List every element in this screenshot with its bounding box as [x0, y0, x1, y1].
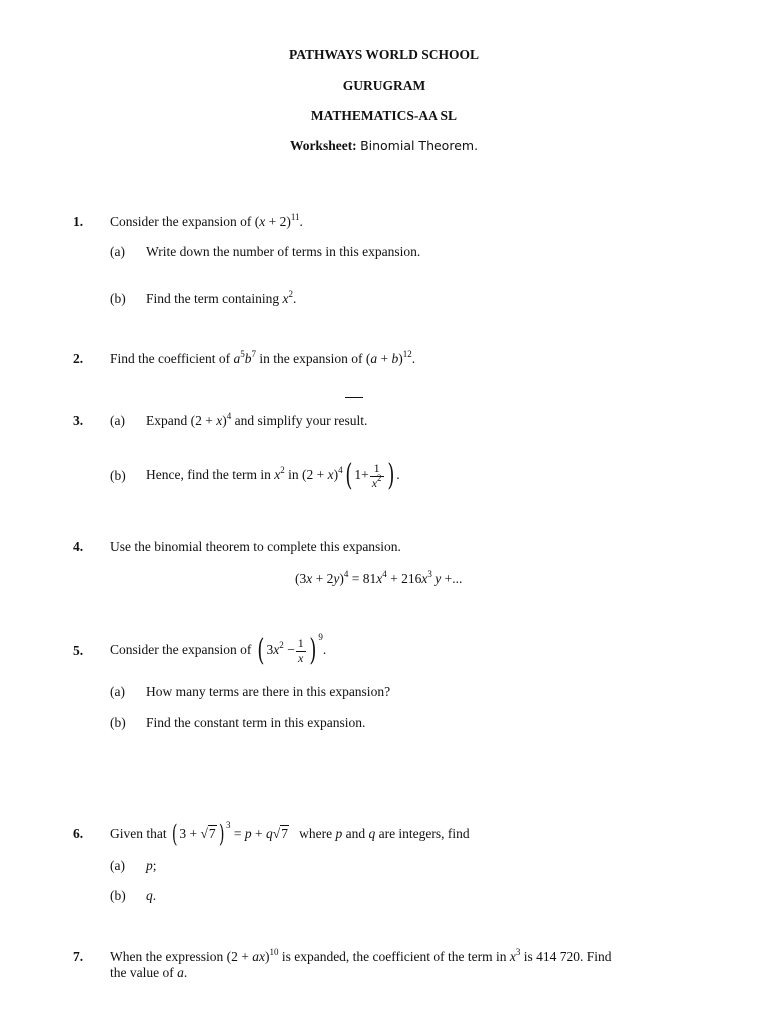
q3a-close: ) — [222, 413, 227, 428]
q5-text: Consider the expansion of — [110, 642, 252, 658]
q6b-var: q — [146, 888, 153, 903]
q1-stem-text: Consider the expansion of ( — [110, 214, 260, 229]
q6-part-b-text — [146, 888, 156, 904]
q3b-den-exp: 2 — [377, 472, 382, 483]
q1-part-a-label: (a) — [110, 244, 125, 259]
q3b-exp: 2 — [280, 465, 285, 476]
q6-q: q — [266, 825, 273, 841]
question-5-number: 5. — [73, 643, 84, 658]
q7-line2-end: . — [183, 965, 188, 980]
q3a-exp: 4 — [226, 411, 232, 421]
q6-part-a-label: (a) — [110, 858, 125, 873]
question-4-stem: Use the binomial theorem to complete this expansion. — [110, 539, 401, 554]
q5-num: 1 — [297, 636, 304, 651]
subject-title: MATHEMATICS-AA SL — [310, 108, 458, 123]
q6-eq: = — [230, 825, 245, 841]
q4-exp: 4 — [343, 569, 349, 579]
question-7-line-1 — [110, 949, 612, 965]
q6a-var: p — [146, 858, 153, 873]
q5-part-a-label: (a) — [110, 684, 125, 699]
worksheet-title — [0, 138, 768, 154]
q6-exp: 3 — [226, 819, 231, 830]
q5-outer-exp: 9 — [318, 632, 323, 643]
q7-exp2: 3 — [515, 947, 521, 957]
q5-three: 3 — [266, 642, 274, 658]
q4-eq: = 81 — [348, 571, 377, 586]
q3-part-a-text — [146, 413, 367, 429]
q3a-text: Expand (2 + — [146, 413, 217, 428]
q6-p-word: p — [335, 825, 343, 841]
q4-x: x — [306, 571, 313, 586]
q6-where: where — [299, 825, 336, 841]
q3b-mid: in (2 + — [284, 467, 328, 483]
q1b-exponent: 2 — [288, 289, 293, 299]
q5-fraction — [296, 637, 306, 664]
q2-b-exp: 7 — [251, 349, 256, 359]
q6-tail: are integers, find — [375, 825, 470, 841]
q1b-end: . — [292, 291, 297, 306]
q3b-fraction — [370, 462, 384, 489]
question-7-line-2 — [110, 965, 187, 981]
school-city: GURUGRAM — [342, 78, 426, 93]
q3b-var: x — [274, 467, 281, 483]
q3b-text: Hence, find the term in — [146, 467, 275, 483]
q4-expansion — [295, 571, 462, 587]
q4-plus: + 2 — [312, 571, 334, 586]
q2-b: b — [244, 351, 252, 366]
q5-end: . — [322, 642, 327, 658]
q6-radicand: 7 — [208, 825, 216, 841]
question-7-number: 7. — [73, 949, 84, 964]
q1-part-b-label: (b) — [110, 291, 126, 306]
q2-mid: in the expansion of ( — [255, 351, 371, 366]
q1b-text: Find the term containing — [146, 291, 283, 306]
q4-y2: y — [431, 571, 442, 586]
q1-part-a-text: Write down the number of terms in this expansion. — [146, 244, 421, 259]
q7-exp: 10 — [269, 947, 279, 957]
q6-q-word: q — [368, 825, 376, 841]
q7-close: ) — [264, 949, 270, 964]
q3-part-b-label: (b) — [110, 468, 126, 483]
question-1-stem — [110, 214, 303, 230]
q3b-one: 1+ — [354, 467, 369, 483]
q4-close: ) — [339, 571, 344, 586]
q3b-var2: x — [327, 467, 334, 483]
q6-text: Given that — [110, 825, 167, 841]
question-3-number: 3. — [73, 413, 84, 428]
school-name: PATHWAYS WORLD SCHOOL — [288, 47, 480, 62]
question-1-number: 1. — [73, 214, 84, 229]
q7-line2-text: the value of — [110, 965, 178, 980]
question-6-number: 6. — [73, 826, 84, 841]
q1-exponent: 11 — [290, 212, 300, 222]
q2-a2: a — [370, 351, 378, 366]
q6a-end: ; — [152, 858, 157, 873]
q5-x: x — [273, 642, 280, 658]
q6-plus: + — [251, 825, 267, 841]
q3b-close: ) — [333, 467, 339, 483]
q4-open: (3 — [295, 571, 307, 586]
q6-sqrt: √7 — [200, 825, 216, 841]
q6b-end: . — [152, 888, 157, 903]
q1-part-b-text — [146, 291, 296, 307]
q3b-num: 1 — [370, 462, 384, 476]
q7-line1-end: is 414 720. Find — [520, 949, 612, 964]
q6-three: 3 + — [179, 825, 201, 841]
question-2-stem — [110, 351, 415, 367]
question-6-stem: Given that ( 3 + √7 ) $^3$ = p + q√7 where p and q are integers, find — [110, 819, 470, 849]
q1-stem-end: . — [299, 214, 303, 229]
q7-mid: is expanded, the coefficient of the term in — [278, 949, 510, 964]
q6-sqrt2: √7 — [272, 825, 288, 841]
q4-plus2: + 216 — [386, 571, 422, 586]
q6-part-b-label: (b) — [110, 888, 126, 903]
q1-var: x — [259, 214, 266, 229]
q5-part-a-text: How many terms are there in this expansion? — [146, 684, 391, 699]
question-5-stem: Consider the expansion of ( $3x^2$ − $\frac{1}{x}$ ) $^9$. — [110, 632, 327, 669]
q4-exp2: 4 — [382, 569, 387, 579]
q6-p: p — [244, 825, 252, 841]
q2-exponent: 12 — [402, 349, 412, 359]
q1b-var: x — [282, 291, 289, 306]
question-4-number: 4. — [73, 539, 84, 554]
question-2-number: 2. — [73, 351, 84, 366]
q4-y: y — [333, 571, 340, 586]
q3a-var: x — [216, 413, 223, 428]
worksheet-topic: Binomial Theorem. — [360, 138, 479, 153]
q6-part-a-text — [146, 858, 157, 874]
q2-text: Find the coefficient of — [110, 351, 234, 366]
q4-tail: +... — [441, 571, 463, 586]
q3b-den-var: x — [371, 475, 378, 490]
q3b-exp2: 4 — [338, 465, 343, 476]
q2-b2: b — [391, 351, 399, 366]
q3a-end: and simplify your result. — [231, 413, 368, 428]
q2-plus: + — [377, 351, 392, 366]
q4-exp3: 3 — [427, 569, 432, 579]
q5-part-b-text: Find the constant term in this expansion. — [146, 715, 366, 730]
q6-radicand2: 7 — [281, 825, 288, 841]
q7-text: When the expression (2 + — [110, 949, 253, 964]
q3-part-a-label: (a) — [110, 413, 125, 428]
q4-x3: x — [421, 571, 428, 586]
q2-close: ) — [398, 351, 403, 366]
q6-and: and — [342, 825, 369, 841]
q1-stem-mid: + 2) — [265, 214, 291, 229]
q7-x: x — [509, 949, 516, 964]
q5-minus: − — [283, 642, 295, 658]
q5-den — [296, 652, 306, 665]
worksheet-label: Worksheet: — [289, 138, 357, 153]
q5-part-b-label: (b) — [110, 715, 126, 730]
q2-a: a — [233, 351, 241, 366]
q2-a-exp: 5 — [240, 349, 245, 359]
q3b-den — [370, 472, 384, 490]
q7-a: a — [177, 965, 184, 980]
q2-end: . — [411, 351, 416, 366]
divider-mark — [345, 397, 363, 398]
q4-x2: x — [376, 571, 383, 586]
q5-exp: 2 — [279, 640, 284, 651]
q3-part-b-text: Hence, find the term in $x^2$ in $(2 + x)^4$( 1+ $\frac{1}{x^2}$ ) . — [146, 458, 400, 493]
q3b-end: . — [396, 467, 400, 483]
q5-den-var: x — [298, 650, 304, 665]
q7-ax: ax — [252, 949, 265, 964]
